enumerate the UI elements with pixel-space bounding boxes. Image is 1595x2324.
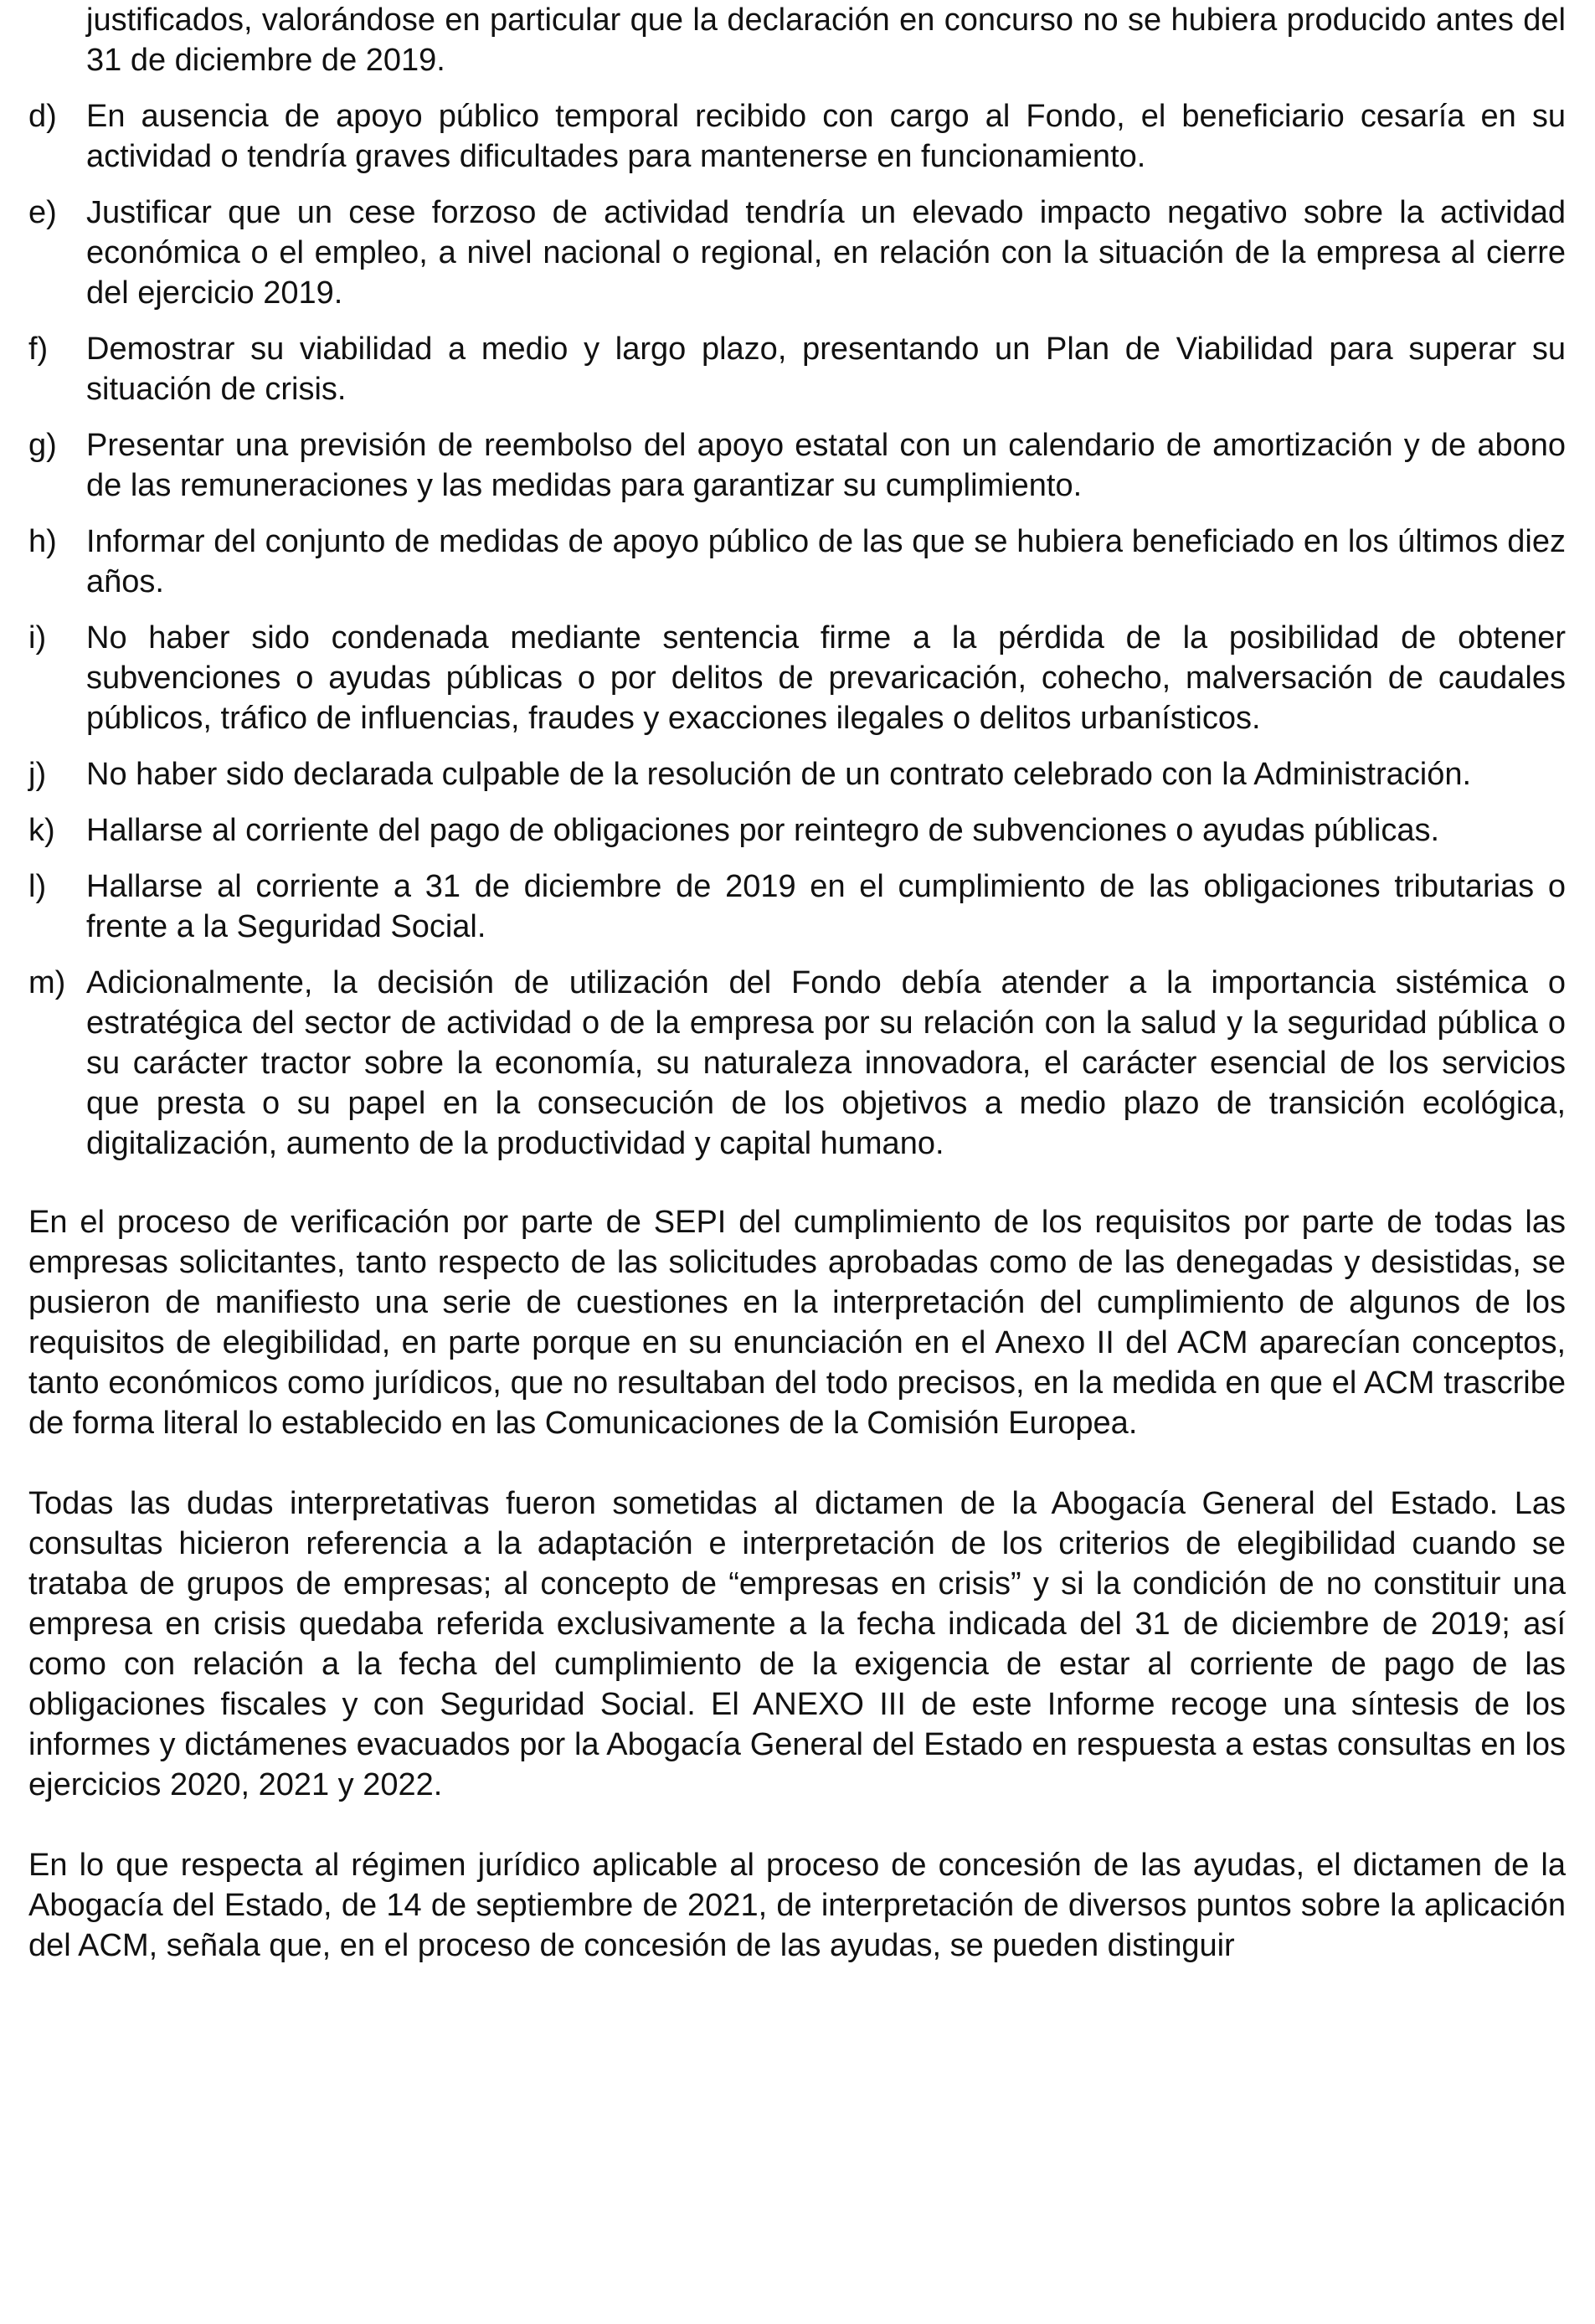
list-item-text: Hallarse al corriente del pago de obligaciones por reintegro de subvenciones o ayudas públicas. — [86, 813, 1440, 848]
list-marker: i) — [28, 620, 47, 656]
list-item-text: En ausencia de apoyo público temporal recibido con cargo al Fondo, el beneficiario cesaría en su actividad o tendría graves dificultades para mantenerse en funcionamiento. — [86, 99, 1566, 174]
list-item-text: Adicionalmente, la decisión de utilización del Fondo debía atender a la importancia sistémica o estratégica del sector de actividad o de la empresa por su relación con la salud y la seguridad pública o su carácter tractor sobre la economía, su naturaleza innovadora, el carácter esencial de los servicios que presta o su papel en la consecución de los objetivos a medio plazo de transición ecológica, digitalización, aumento de la productividad y capital humano. — [86, 965, 1566, 1161]
list-item-e — [28, 193, 1566, 313]
list-marker: d) — [28, 99, 57, 134]
list-item-text: No haber sido condenada mediante sentencia firme a la pérdida de la posibilidad de obtener subvenciones o ayudas públicas o por delitos de prevaricación, cohecho, malversación de caudales públicos, tráfico de influencias, fraudes y exacciones ilegales o delitos urbanísticos. — [86, 620, 1566, 736]
list-item-d — [28, 96, 1566, 177]
list-marker: k) — [28, 813, 55, 848]
list-item-text: Hallarse al corriente a 31 de diciembre de 2019 en el cumplimiento de las obligaciones tributarias o frente a la Seguridad Social. — [86, 869, 1566, 944]
list-marker: g) — [28, 428, 57, 463]
list-item-m — [28, 963, 1566, 1164]
list-item-k — [28, 810, 1566, 851]
paragraph-legal-regime: En lo que respecta al régimen jurídico aplicable al proceso de concesión de las ayudas, el dictamen de la Abogacía del Estado, de 14 de septiembre de 2021, de interpretación de diversos puntos sobre la aplicación del ACM, señala que, en el proceso de concesión de las ayudas, se pueden distinguir — [28, 1848, 1566, 1963]
list-item-f — [28, 329, 1566, 409]
paragraph-interpretive-doubts: Todas las dudas interpretativas fueron sometidas al dictamen de la Abogacía General del Estado. Las consultas hicieron referencia a la adaptación e interpretación de los criterios de elegibilidad cuando se trataba de grupos de empresas; al concepto de “empresas en crisis” y si la condición de no constituir una empresa en crisis quedaba referida exclusivamente a la fecha indicada del 31 de diciembre de 2019; así como con relación a la fecha del cumplimiento de la exigencia de estar al corriente de pago de las obligaciones fiscales y con Seguridad Social. El ANEXO III de este Informe recoge una síntesis de los informes y dictámenes evacuados por la Abogacía General del Estado en respuesta a estas consultas en los ejercicios 2020, 2021 y 2022. — [28, 1486, 1566, 1802]
list-item-l — [28, 866, 1566, 947]
requirements-list — [28, 96, 1566, 1164]
list-marker: m) — [28, 965, 66, 1000]
document-page — [28, 0, 1566, 2006]
paragraph-verification: En el proceso de verificación por parte de SEPI del cumplimiento de los requisitos por parte de todas las empresas solicitantes, tanto respecto de las solicitudes aprobadas como de las denegadas y desistidas, se pusieron de manifiesto una serie de cuestiones en la interpretación del cumplimiento de algunos de los requisitos de elegibilidad, en parte porque en su enunciación en el Anexo II del ACM aparecían conceptos, tanto económicos como jurídicos, que no resultaban del todo precisos, en la medida en que el ACM trascribe de forma literal lo establecido en las Comunicaciones de la Comisión Europea. — [28, 1205, 1566, 1441]
list-item-j — [28, 754, 1566, 794]
list-marker: j) — [28, 757, 47, 792]
list-item-text: Presentar una previsión de reembolso del apoyo estatal con un calendario de amortización y de abono de las remuneraciones y las medidas para garantizar su cumplimiento. — [86, 428, 1566, 503]
list-item-i — [28, 618, 1566, 738]
list-marker: l) — [28, 869, 47, 904]
continuation-text: justificados, valorándose en particular que la declaración en concurso no se hubiera producido antes del 31 de diciembre de 2019. — [86, 3, 1566, 78]
list-marker: f) — [28, 332, 49, 367]
list-marker: e) — [28, 195, 57, 230]
list-item-h — [28, 522, 1566, 602]
list-item-g — [28, 425, 1566, 506]
list-item-text: Demostrar su viabilidad a medio y largo plazo, presentando un Plan de Viabilidad para superar su situación de crisis. — [86, 332, 1566, 407]
list-item-text: Informar del conjunto de medidas de apoyo público de las que se hubiera beneficiado en los últimos diez años. — [86, 524, 1566, 599]
list-item-text: No haber sido declarada culpable de la resolución de un contrato celebrado con la Administración. — [86, 757, 1472, 792]
list-item-text: Justificar que un cese forzoso de actividad tendría un elevado impacto negativo sobre la actividad económica o el empleo, a nivel nacional o regional, en relación con la situación de la empresa al cierre del ejercicio 2019. — [86, 195, 1566, 311]
list-marker: h) — [28, 524, 57, 559]
